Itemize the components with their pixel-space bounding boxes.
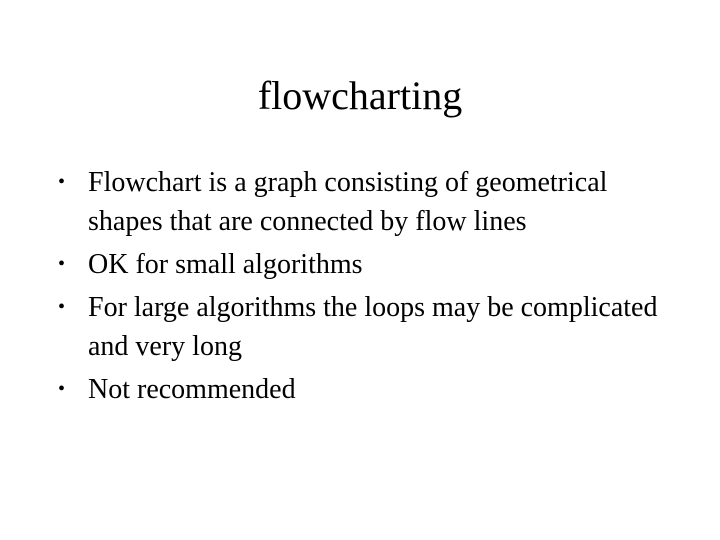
bullet-item-flowchart-definition <box>58 163 658 241</box>
bullet-icon: • <box>58 296 66 318</box>
bullet-list <box>58 163 658 413</box>
bullet-item-small-algorithms <box>58 245 658 284</box>
bullet-icon: • <box>58 378 66 400</box>
bullet-item-large-algorithms <box>58 288 658 366</box>
bullet-item-not-recommended <box>58 370 658 409</box>
slide-title: flowcharting <box>257 73 463 118</box>
bullet-icon: • <box>58 253 66 275</box>
bullet-icon: • <box>58 171 66 193</box>
bullet-text: For large algorithms the loops may be complicated and very long <box>88 292 658 362</box>
bullet-text: Flowchart is a graph consisting of geometrical shapes that are connected by flow lines <box>88 167 608 237</box>
bullet-text: OK for small algorithms <box>88 249 363 280</box>
bullet-text: Not recommended <box>88 374 296 405</box>
